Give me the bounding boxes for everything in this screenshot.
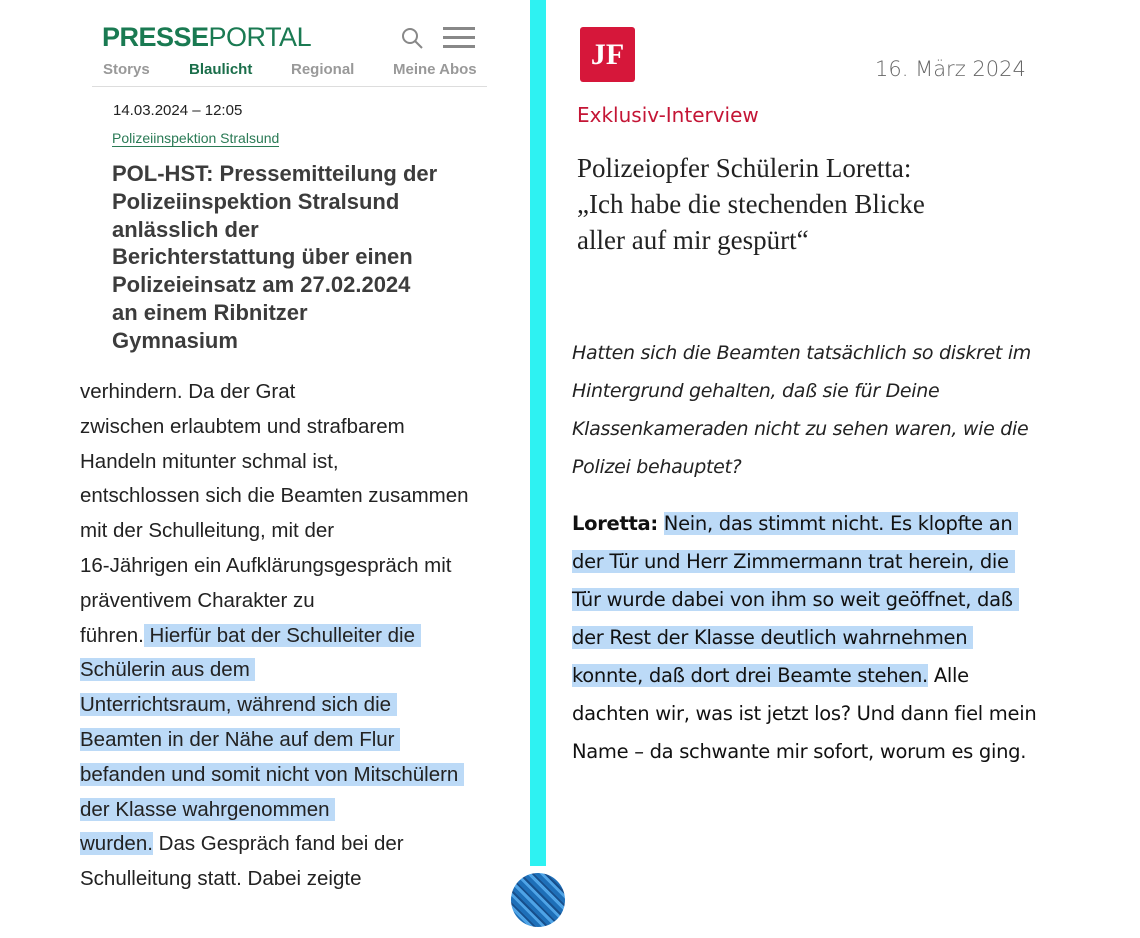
nav-blaulicht[interactable]: Blaulicht	[189, 61, 253, 78]
article-headline	[112, 160, 492, 355]
menu-icon[interactable]	[443, 27, 475, 49]
text-line: Polizeieinsatz am 27.02.2024	[112, 272, 411, 298]
search-icon[interactable]	[401, 27, 423, 49]
text-segment: 16-Jährigen ein Aufklärungsgespräch mit	[80, 553, 452, 577]
text-segment: verhindern. Da der Grat	[80, 380, 296, 403]
nav-regional[interactable]: Regional	[291, 61, 355, 78]
text-line	[80, 410, 469, 445]
highlighted-text: befanden und somit nicht von Mitschülern	[80, 762, 465, 786]
interview-date: 16. März 2024	[875, 57, 1026, 81]
text-line	[80, 653, 469, 688]
logo-light: PORTAL	[208, 22, 312, 52]
text-segment: Alle	[927, 664, 969, 687]
text-segment: präventivem Charakter zu	[80, 588, 315, 612]
interview-title	[577, 150, 925, 258]
text-segment: Das Gespräch fand bei der	[152, 832, 404, 856]
text-segment: mit der Schulleitung, mit der	[80, 519, 335, 543]
text-line	[80, 862, 469, 897]
highlighted-text: der Tür und Herr Zimmermann trat herein, die	[572, 550, 1015, 573]
interview-answer	[572, 505, 1036, 771]
text-line	[80, 758, 469, 793]
highlighted-text: wurden.	[80, 832, 153, 856]
text-line	[80, 445, 469, 480]
nav-storys[interactable]: Storys	[103, 61, 150, 78]
article-date: 14.03.2024 – 12:05	[113, 102, 243, 119]
text-segment: Handeln mitunter schmal ist,	[80, 449, 339, 473]
text-line: anlässlich der	[112, 216, 259, 242]
text-segment: Name – da schwante mir sofort, worum es ging.	[572, 740, 1027, 763]
jf-logo[interactable]: JF	[580, 27, 635, 82]
highlighted-text: Beamten in der Nähe auf dem Flur	[80, 727, 401, 751]
kicker: Exklusiv-Interview	[577, 103, 759, 127]
text-line	[572, 619, 1036, 657]
interview-question	[572, 334, 1031, 486]
logo-bold: PRESSE	[102, 22, 209, 52]
highlighted-text: Nein, das stimmt nicht. Es klopfte an	[663, 512, 1019, 535]
badge-icon	[511, 873, 565, 927]
text-line: aller auf mir gespürt“	[577, 225, 809, 255]
text-segment: entschlossen sich die Beamten zusammen	[80, 484, 469, 508]
text-line: Gymnasium	[112, 327, 238, 353]
text-line: POL-HST: Pressemitteilung der	[112, 161, 438, 186]
presseportal-logo[interactable]	[102, 22, 311, 53]
text-line	[80, 688, 469, 723]
text-segment: Schulleitung statt. Dabei zeigte	[80, 867, 362, 891]
text-segment: dachten wir, was ist jetzt los? Und dann fiel mein	[572, 702, 1037, 725]
nav-meine-abos[interactable]: Meine Abos	[393, 61, 477, 78]
text-line: Berichterstattung über einen	[112, 244, 413, 270]
highlighted-text: der Klasse wahrgenommen	[80, 797, 336, 821]
speaker-label: Loretta:	[572, 512, 658, 535]
highlighted-text: Schülerin aus dem	[80, 658, 256, 682]
text-line	[80, 584, 469, 619]
text-line	[80, 827, 469, 862]
text-line: „Ich habe die stechenden Blicke	[577, 189, 925, 219]
text-line	[572, 505, 1036, 543]
text-line	[80, 793, 469, 828]
text-line: Polizei behauptet?	[572, 456, 742, 478]
text-line	[80, 723, 469, 758]
text-line	[572, 733, 1036, 771]
highlighted-text: Hierfür bat der Schulleiter die	[143, 623, 421, 647]
text-line: Polizeiinspektion Stralsund	[112, 188, 400, 214]
divider-bar	[530, 0, 546, 866]
nav-divider	[92, 86, 487, 87]
text-line	[80, 479, 469, 514]
article-body	[80, 375, 469, 897]
text-line	[80, 514, 469, 549]
text-line	[572, 695, 1036, 733]
text-line	[572, 581, 1036, 619]
highlighted-text: der Rest der Klasse deutlich wahrnehmen	[572, 626, 974, 649]
text-line	[572, 543, 1036, 581]
text-line	[572, 657, 1036, 695]
text-segment: zwischen erlaubtem und strafbarem	[80, 414, 405, 438]
text-line: Hintergrund gehalten, daß sie für Deine	[572, 380, 940, 402]
highlighted-text: Tür wurde dabei von ihm so weit geöffnet, daß	[572, 588, 1019, 611]
highlighted-text: konnte, daß dort drei Beamte stehen.	[572, 664, 928, 687]
source-link[interactable]: Polizeiinspektion Stralsund	[112, 130, 280, 146]
text-line	[80, 375, 469, 410]
text-segment: führen.	[80, 623, 144, 647]
highlighted-text: Unterrichtsraum, während sich die	[80, 693, 397, 717]
text-line	[80, 549, 469, 584]
text-line: Hatten sich die Beamten tatsächlich so diskret im	[572, 342, 1032, 364]
text-line: Polizeiopfer Schülerin Loretta:	[577, 153, 912, 183]
text-line: an einem Ribnitzer	[112, 299, 308, 325]
text-line	[80, 619, 469, 654]
text-line: Klassenkameraden nicht zu sehen waren, wie die	[572, 418, 1029, 440]
